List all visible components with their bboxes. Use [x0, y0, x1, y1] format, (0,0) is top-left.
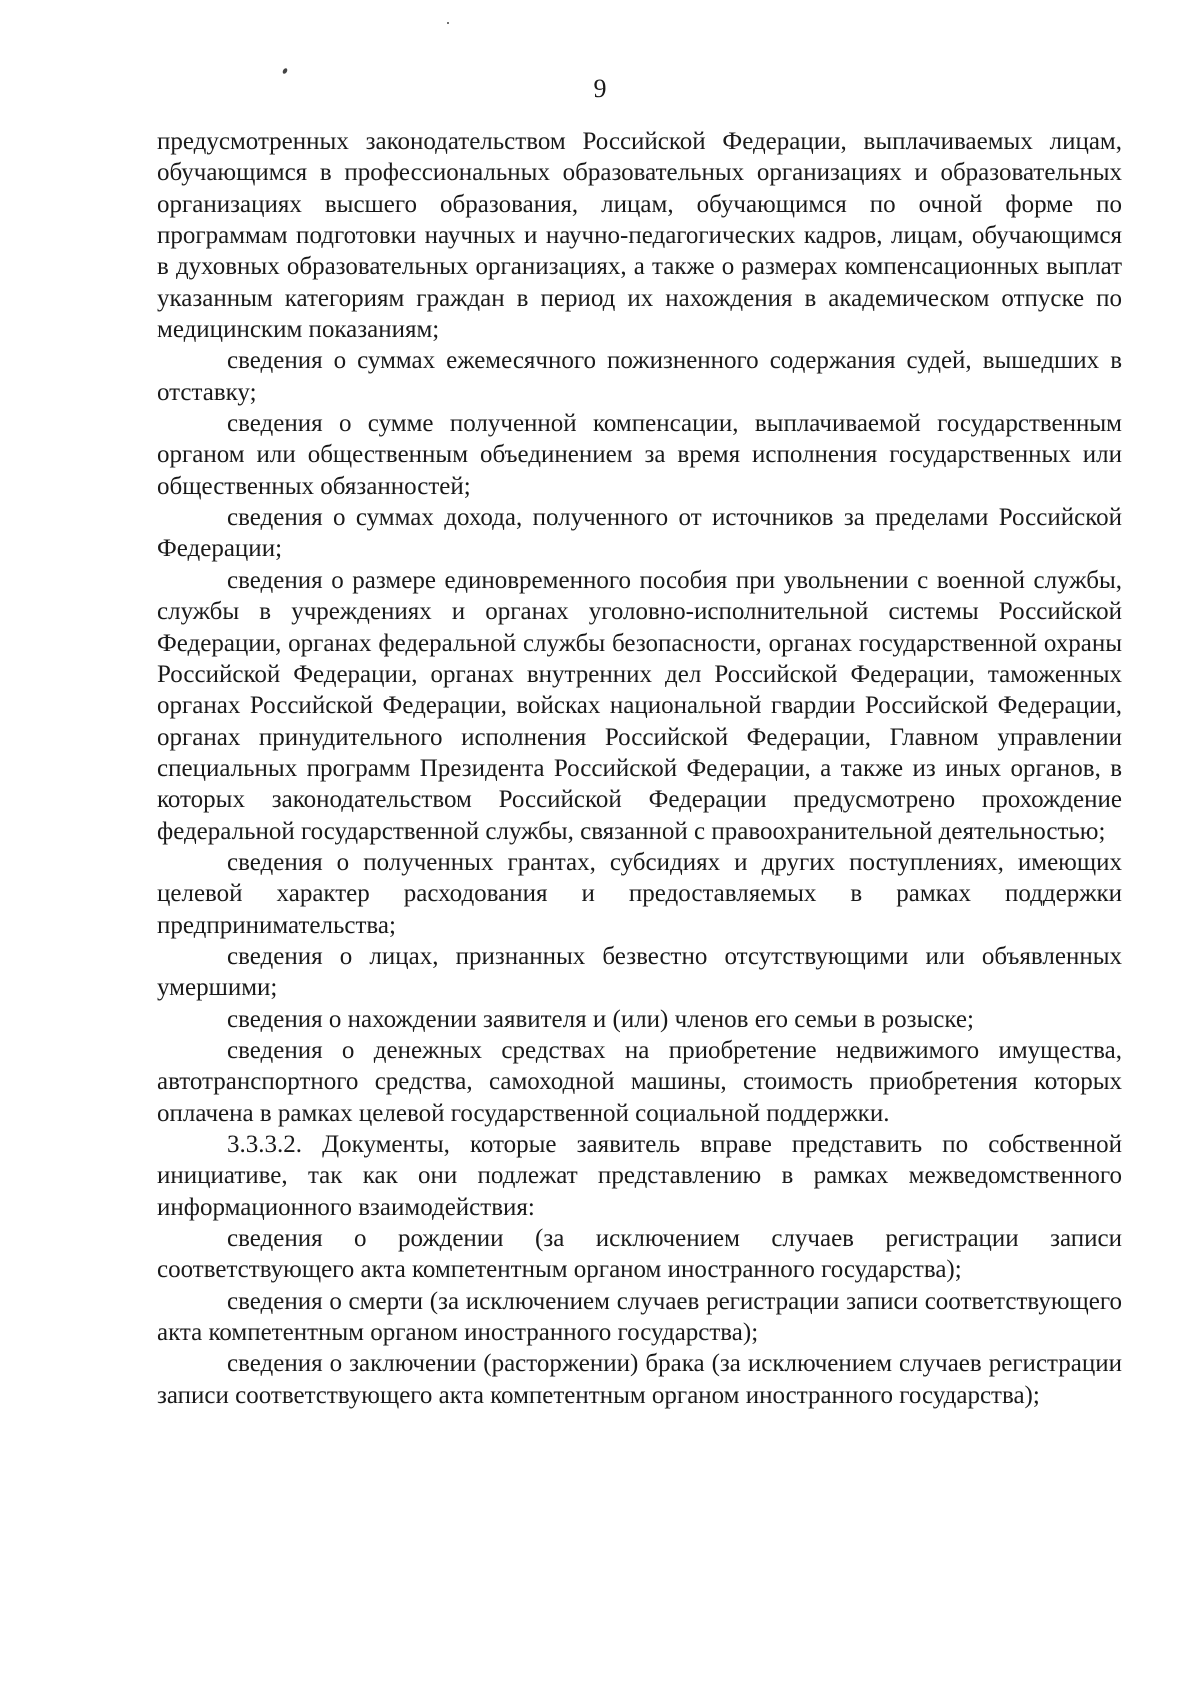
- paragraph-marriage-info: сведения о заключении (расторжении) брака (за исключением случаев регистрации записи соответствующего акта компетентным органом иностранного государства);: [157, 1350, 1122, 1409]
- paragraph-property-funds: сведения о денежных средствах на приобретение недвижимого имущества, автотранспортного средства, самоходной машины, стоимость приобретения которых оплачена в рамках целевой государственной социальной поддержки.: [157, 1036, 1122, 1127]
- paragraph-foreign-income: сведения о суммах дохода, полученного от источников за пределами Российской Федерации;: [157, 504, 1122, 563]
- paragraph-section-3-3-3-2: 3.3.3.2. Документы, которые заявитель вправе представить по собственной инициативе, так как они подлежат представлению в рамках межведомственного информационного взаимодействия:: [157, 1131, 1122, 1221]
- paragraph-dismissal-allowance: сведения о размере единовременного пособия при увольнении с военной службы, службы в учреждениях и органах уголовно-исполнительной системы Российской Федерации, органах федеральной службы безопасности, органах государственной охраны Российской Федерации, органах внутренних дел Российской Федерации, таможенных органах Российской Федерации, войсках национальной гвардии Российской Федерации, органах принудительного исполнения Российской Федерации, Главном управлении специальных программ Президента Российской Федерации, а также из иных органов, в которых законодательством Российской Федерации предусмотрено прохождение федеральной государственной службы, связанной с правоохранительной деятельностью;: [157, 566, 1122, 845]
- paragraph-judges-pension: сведения о суммах ежемесячного пожизненного содержания судей, вышедших в отставку;: [157, 347, 1122, 406]
- paragraph-death-info: сведения о смерти (за исключением случаев регистрации записи соответствующего акта компетентным органом иностранного государства);: [157, 1287, 1122, 1347]
- paragraph-birth-info: сведения о рождении (за исключением случаев регистрации записи соответствующего акта компетентным органом иностранного государства);: [157, 1225, 1122, 1284]
- paragraph-missing-persons: сведения о лицах, признанных безвестно отсутствующими или объявленных умершими;: [157, 942, 1122, 1002]
- document-body: [157, 126, 1122, 1411]
- paragraph-grants-subsidies: сведения о полученных грантах, субсидиях и других поступлениях, имеющих целевой характер расходования и предоставляемых в рамках поддержки предпринимательства;: [157, 848, 1122, 939]
- scan-speck: [447, 22, 449, 24]
- page-number: 9: [593, 74, 607, 103]
- paragraph-compensation: сведения о сумме полученной компенсации, выплачиваемой государственным органом или общественным объединением за время исполнения государственных или общественных обязанностей;: [157, 410, 1122, 500]
- paragraph-wanted: сведения о нахождении заявителя и (или) членов его семьи в розыске;: [227, 1005, 974, 1033]
- paragraph-continued: предусмотренных законодательством Российской Федерации, выплачиваемых лицам, обучающимся в профессиональных образовательных организациях и образовательных организациях высшего образования, лицам, обучающимся по очной форме по программам подготовки научных и научно-педагогических кадров, лицам, обучающимся в духовных образовательных организациях, а также о размерах компенсационных выплат указанным категориям граждан в период их нахождения в академическом отпуске по медицинским показаниям;: [157, 128, 1122, 344]
